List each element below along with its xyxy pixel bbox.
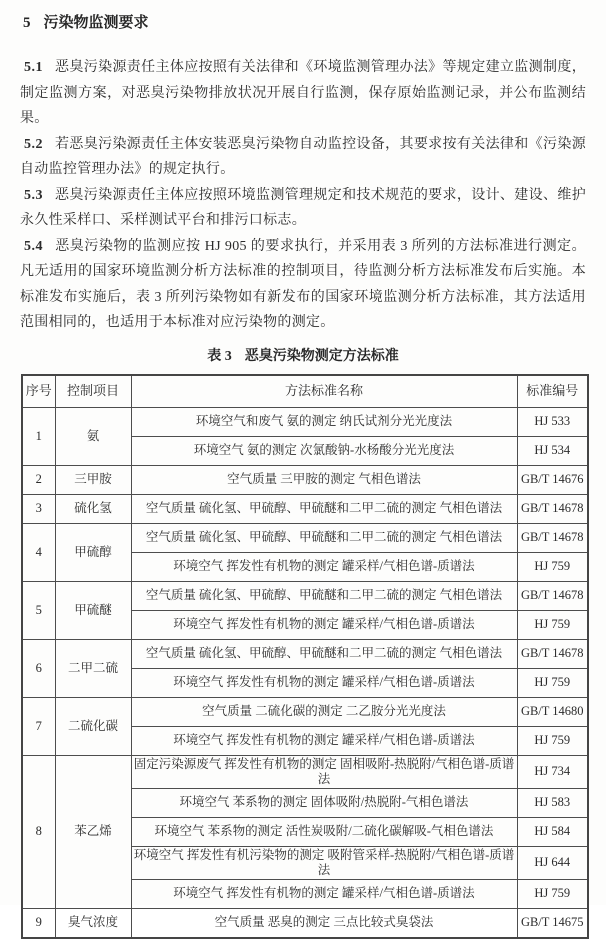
cell-method-name: 空气质量 二硫化碳的测定 二乙胺分光光度法 bbox=[131, 697, 517, 726]
cell-standard-code: HJ 534 bbox=[517, 436, 588, 465]
cell-method-name: 固定污染源废气 挥发性有机物的测定 固相吸附-热脱附/气相色谱-质谱法 bbox=[131, 755, 517, 788]
cell-method-name: 环境空气 苯系物的测定 活性炭吸附/二硫化碳解吸-气相色谱法 bbox=[131, 817, 517, 846]
clause-text: 若恶臭污染源责任主体安装恶臭污染物自动监控设备，其要求按有关法律和《污染源自动监控管理办法》的规定执行。 bbox=[20, 136, 586, 177]
cell-standard-code: HJ 759 bbox=[517, 668, 588, 697]
cell-seq-no: 1 bbox=[22, 407, 55, 465]
cell-method-name: 环境空气 挥发性有机污染物的测定 吸附管采样-热脱附/气相色谱-质谱法 bbox=[131, 846, 517, 879]
cell-method-name: 环境空气 挥发性有机物的测定 罐采样/气相色谱-质谱法 bbox=[131, 879, 517, 908]
cell-control-item: 臭气浓度 bbox=[55, 908, 131, 938]
cell-method-name: 环境空气 苯系物的测定 固体吸附/热脱附-气相色谱法 bbox=[131, 788, 517, 817]
cell-standard-code: GB/T 14678 bbox=[517, 639, 588, 668]
header-method-name: 方法标准名称 bbox=[131, 375, 517, 408]
table-caption-title: 恶臭污染物测定方法标准 bbox=[244, 348, 399, 364]
clause-5-1 bbox=[20, 55, 586, 132]
cell-control-item: 硫化氢 bbox=[55, 494, 131, 523]
section-title: 污染物监测要求 bbox=[43, 15, 149, 31]
cell-seq-no: 2 bbox=[22, 465, 55, 494]
table-caption-label: 表 3 bbox=[207, 348, 232, 364]
cell-standard-code: HJ 583 bbox=[517, 788, 588, 817]
cell-standard-code: GB/T 14678 bbox=[517, 494, 588, 523]
clause-text: 恶臭污染源责任主体应按照有关法律和《环境监测管理办法》等规定建立监测制度，制定监测方案，对恶臭污染物排放状况开展自行监测，保存原始监测记录，并公布监测结果。 bbox=[20, 60, 586, 126]
clause-text: 恶臭污染物的监测应按 HJ 905 的要求执行，并采用表 3 所列的方法标准进行测定。凡无适用的国家环境监测分析方法标准的控制项目，待监测分析方法标准发布后实施。本标准发布实施后，表 3 所列污染物如有新发布的国家环境监测分析方法标准，其方法适用范围相同的，也适用于本标准对应污染物的测定。 bbox=[20, 238, 586, 330]
cell-method-name: 空气质量 硫化氢、甲硫醇、甲硫醚和二甲二硫的测定 气相色谱法 bbox=[131, 523, 517, 552]
table-row bbox=[22, 581, 588, 610]
cell-standard-code: GB/T 14678 bbox=[517, 581, 588, 610]
cell-control-item: 苯乙烯 bbox=[55, 755, 131, 908]
cell-method-name: 环境空气 挥发性有机物的测定 罐采样/气相色谱-质谱法 bbox=[131, 552, 517, 581]
header-control-item: 控制项目 bbox=[55, 375, 131, 408]
clause-text: 恶臭污染源责任主体应按照环境监测管理规定和技术规范的要求，设计、建设、维护永久性采样口、采样测试平台和排污口标志。 bbox=[20, 187, 586, 228]
clause-5-3 bbox=[20, 183, 586, 234]
cell-method-name: 环境空气 挥发性有机物的测定 罐采样/气相色谱-质谱法 bbox=[131, 610, 517, 639]
table-row bbox=[22, 494, 588, 523]
cell-method-name: 环境空气 氨的测定 次氯酸钠-水杨酸分光光度法 bbox=[131, 436, 517, 465]
table-row bbox=[22, 407, 588, 436]
cell-standard-code: GB/T 14678 bbox=[517, 523, 588, 552]
clause-number: 5.3 bbox=[24, 187, 43, 203]
clause-number: 5.4 bbox=[24, 238, 43, 254]
cell-seq-no: 9 bbox=[22, 908, 55, 938]
cell-method-name: 环境空气 挥发性有机物的测定 罐采样/气相色谱-质谱法 bbox=[131, 726, 517, 755]
cell-seq-no: 8 bbox=[22, 755, 55, 908]
cell-standard-code: HJ 759 bbox=[517, 726, 588, 755]
cell-standard-code: HJ 759 bbox=[517, 552, 588, 581]
cell-standard-code: HJ 759 bbox=[517, 610, 588, 639]
table-row bbox=[22, 523, 588, 552]
clause-number: 5.1 bbox=[24, 60, 43, 75]
cell-method-name: 空气质量 三甲胺的测定 气相色谱法 bbox=[131, 465, 517, 494]
cell-method-name: 空气质量 硫化氢、甲硫醇、甲硫醚和二甲二硫的测定 气相色谱法 bbox=[131, 581, 517, 610]
cell-seq-no: 7 bbox=[22, 697, 55, 755]
cell-seq-no: 4 bbox=[22, 523, 55, 581]
table-row bbox=[22, 639, 588, 668]
cell-method-name: 环境空气 挥发性有机物的测定 罐采样/气相色谱-质谱法 bbox=[131, 668, 517, 697]
cell-control-item: 甲硫醚 bbox=[55, 581, 131, 639]
cell-standard-code: HJ 533 bbox=[517, 407, 588, 436]
clause-5-4 bbox=[20, 234, 586, 336]
cell-control-item: 甲硫醇 bbox=[55, 523, 131, 581]
methods-table bbox=[21, 374, 589, 939]
cell-control-item: 三甲胺 bbox=[55, 465, 131, 494]
cell-standard-code: HJ 759 bbox=[517, 879, 588, 908]
table-row bbox=[22, 908, 588, 938]
cell-standard-code: HJ 644 bbox=[517, 846, 588, 879]
section-heading bbox=[23, 12, 586, 34]
table-row bbox=[22, 697, 588, 726]
table-caption bbox=[20, 345, 586, 365]
header-row bbox=[22, 375, 588, 408]
table-row bbox=[22, 755, 588, 788]
methods-table-head bbox=[22, 375, 588, 408]
cell-standard-code: GB/T 14675 bbox=[517, 908, 588, 938]
cell-method-name: 空气质量 恶臭的测定 三点比较式臭袋法 bbox=[131, 908, 517, 938]
methods-table-body bbox=[22, 407, 588, 938]
cell-standard-code: HJ 734 bbox=[517, 755, 588, 788]
cell-seq-no: 5 bbox=[22, 581, 55, 639]
section-number: 5 bbox=[23, 15, 31, 31]
cell-seq-no: 6 bbox=[22, 639, 55, 697]
cell-control-item: 二硫化碳 bbox=[55, 697, 131, 755]
cell-standard-code: GB/T 14676 bbox=[517, 465, 588, 494]
cell-method-name: 环境空气和废气 氨的测定 纳氏试剂分光光度法 bbox=[131, 407, 517, 436]
cell-standard-code: GB/T 14680 bbox=[517, 697, 588, 726]
cell-method-name: 空气质量 硫化氢、甲硫醇、甲硫醚和二甲二硫的测定 气相色谱法 bbox=[131, 639, 517, 668]
header-seq-no: 序号 bbox=[22, 375, 55, 408]
cell-seq-no: 3 bbox=[22, 494, 55, 523]
table-row bbox=[22, 465, 588, 494]
header-standard-code: 标准编号 bbox=[517, 375, 588, 408]
cell-standard-code: HJ 584 bbox=[517, 817, 588, 846]
cell-control-item: 二甲二硫 bbox=[55, 639, 131, 697]
clause-number: 5.2 bbox=[24, 136, 43, 152]
clause-5-2 bbox=[20, 132, 586, 183]
cell-control-item: 氨 bbox=[55, 407, 131, 465]
cell-method-name: 空气质量 硫化氢、甲硫醇、甲硫醚和二甲二硫的测定 气相色谱法 bbox=[131, 494, 517, 523]
